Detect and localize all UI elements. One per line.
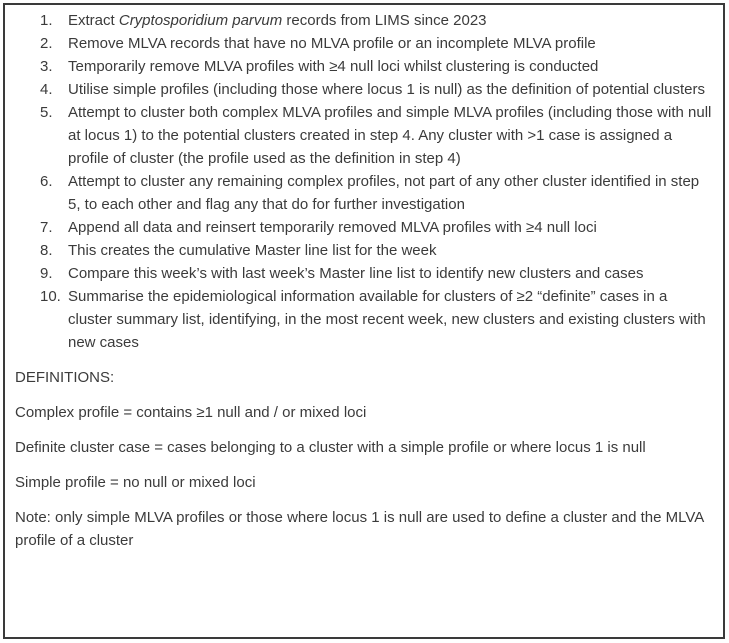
step-number: 2. [40, 35, 53, 52]
list-item [40, 262, 713, 285]
step-text-part: records from LIMS since 2023 [282, 12, 487, 29]
step-text: Utilise simple profiles (including those where locus 1 is null) as the definition of potential clusters [68, 81, 705, 98]
list-item [40, 9, 713, 32]
step-text: Remove MLVA records that have no MLVA profile or an incomplete MLVA profile [68, 35, 596, 52]
step-text: This creates the cumulative Master line list for the week [68, 242, 437, 259]
step-text: Compare this week’s with last week’s Master line list to identify new clusters and cases [68, 265, 644, 282]
list-item [40, 78, 713, 101]
step-number: 10. [40, 288, 61, 305]
step-number: 5. [40, 104, 53, 121]
list-item [40, 55, 713, 78]
step-text: Summarise the epidemiological information available for clusters of ≥2 “definite” cases in a cluster summary list, identifying, in the most recent week, new clusters and existing clusters with new cases [68, 288, 706, 351]
list-item [40, 170, 713, 216]
definitions-note: Note: only simple MLVA profiles or those where locus 1 is null are used to define a cluster and the MLVA profile of a cluster [15, 509, 704, 549]
step-text: Temporarily remove MLVA profiles with ≥4 null loci whilst clustering is conducted [68, 58, 599, 75]
step-number: 4. [40, 81, 53, 98]
list-item [40, 216, 713, 239]
list-item [40, 101, 713, 170]
step-text [68, 9, 713, 32]
step-text: Attempt to cluster both complex MLVA profiles and simple MLVA profiles (including those with null at locus 1) to the potential clusters created in step 4. Any cluster with >1 case is assigned a profile of cluster (the profile used as the definition in step 4) [68, 104, 712, 167]
definition-complex-profile: Complex profile = contains ≥1 null and / or mixed loci [15, 404, 367, 421]
list-item [40, 239, 713, 262]
step-number: 1. [40, 12, 53, 29]
list-item [40, 285, 713, 354]
step-number: 8. [40, 242, 53, 259]
list-item [40, 32, 713, 55]
definition-simple-profile: Simple profile = no null or mixed loci [15, 474, 256, 491]
definitions-heading: DEFINITIONS: [15, 369, 115, 386]
procedure-steps-list [10, 9, 713, 354]
step-text: Append all data and reinsert temporarily removed MLVA profiles with ≥4 null loci [68, 219, 597, 236]
species-name: Cryptosporidium parvum [118, 12, 283, 29]
step-text: Attempt to cluster any remaining complex profiles, not part of any other cluster identified in step 5, to each other and flag any that do for further investigation [68, 173, 700, 213]
step-number: 3. [40, 58, 53, 75]
step-text-part: Extract [68, 12, 119, 29]
step-number: 7. [40, 219, 53, 236]
procedure-document [3, 3, 725, 639]
definition-definite-cluster-case: Definite cluster case = cases belonging to a cluster with a simple profile or where locus 1 is null [15, 439, 646, 456]
step-number: 9. [40, 265, 53, 282]
step-number: 6. [40, 173, 53, 190]
